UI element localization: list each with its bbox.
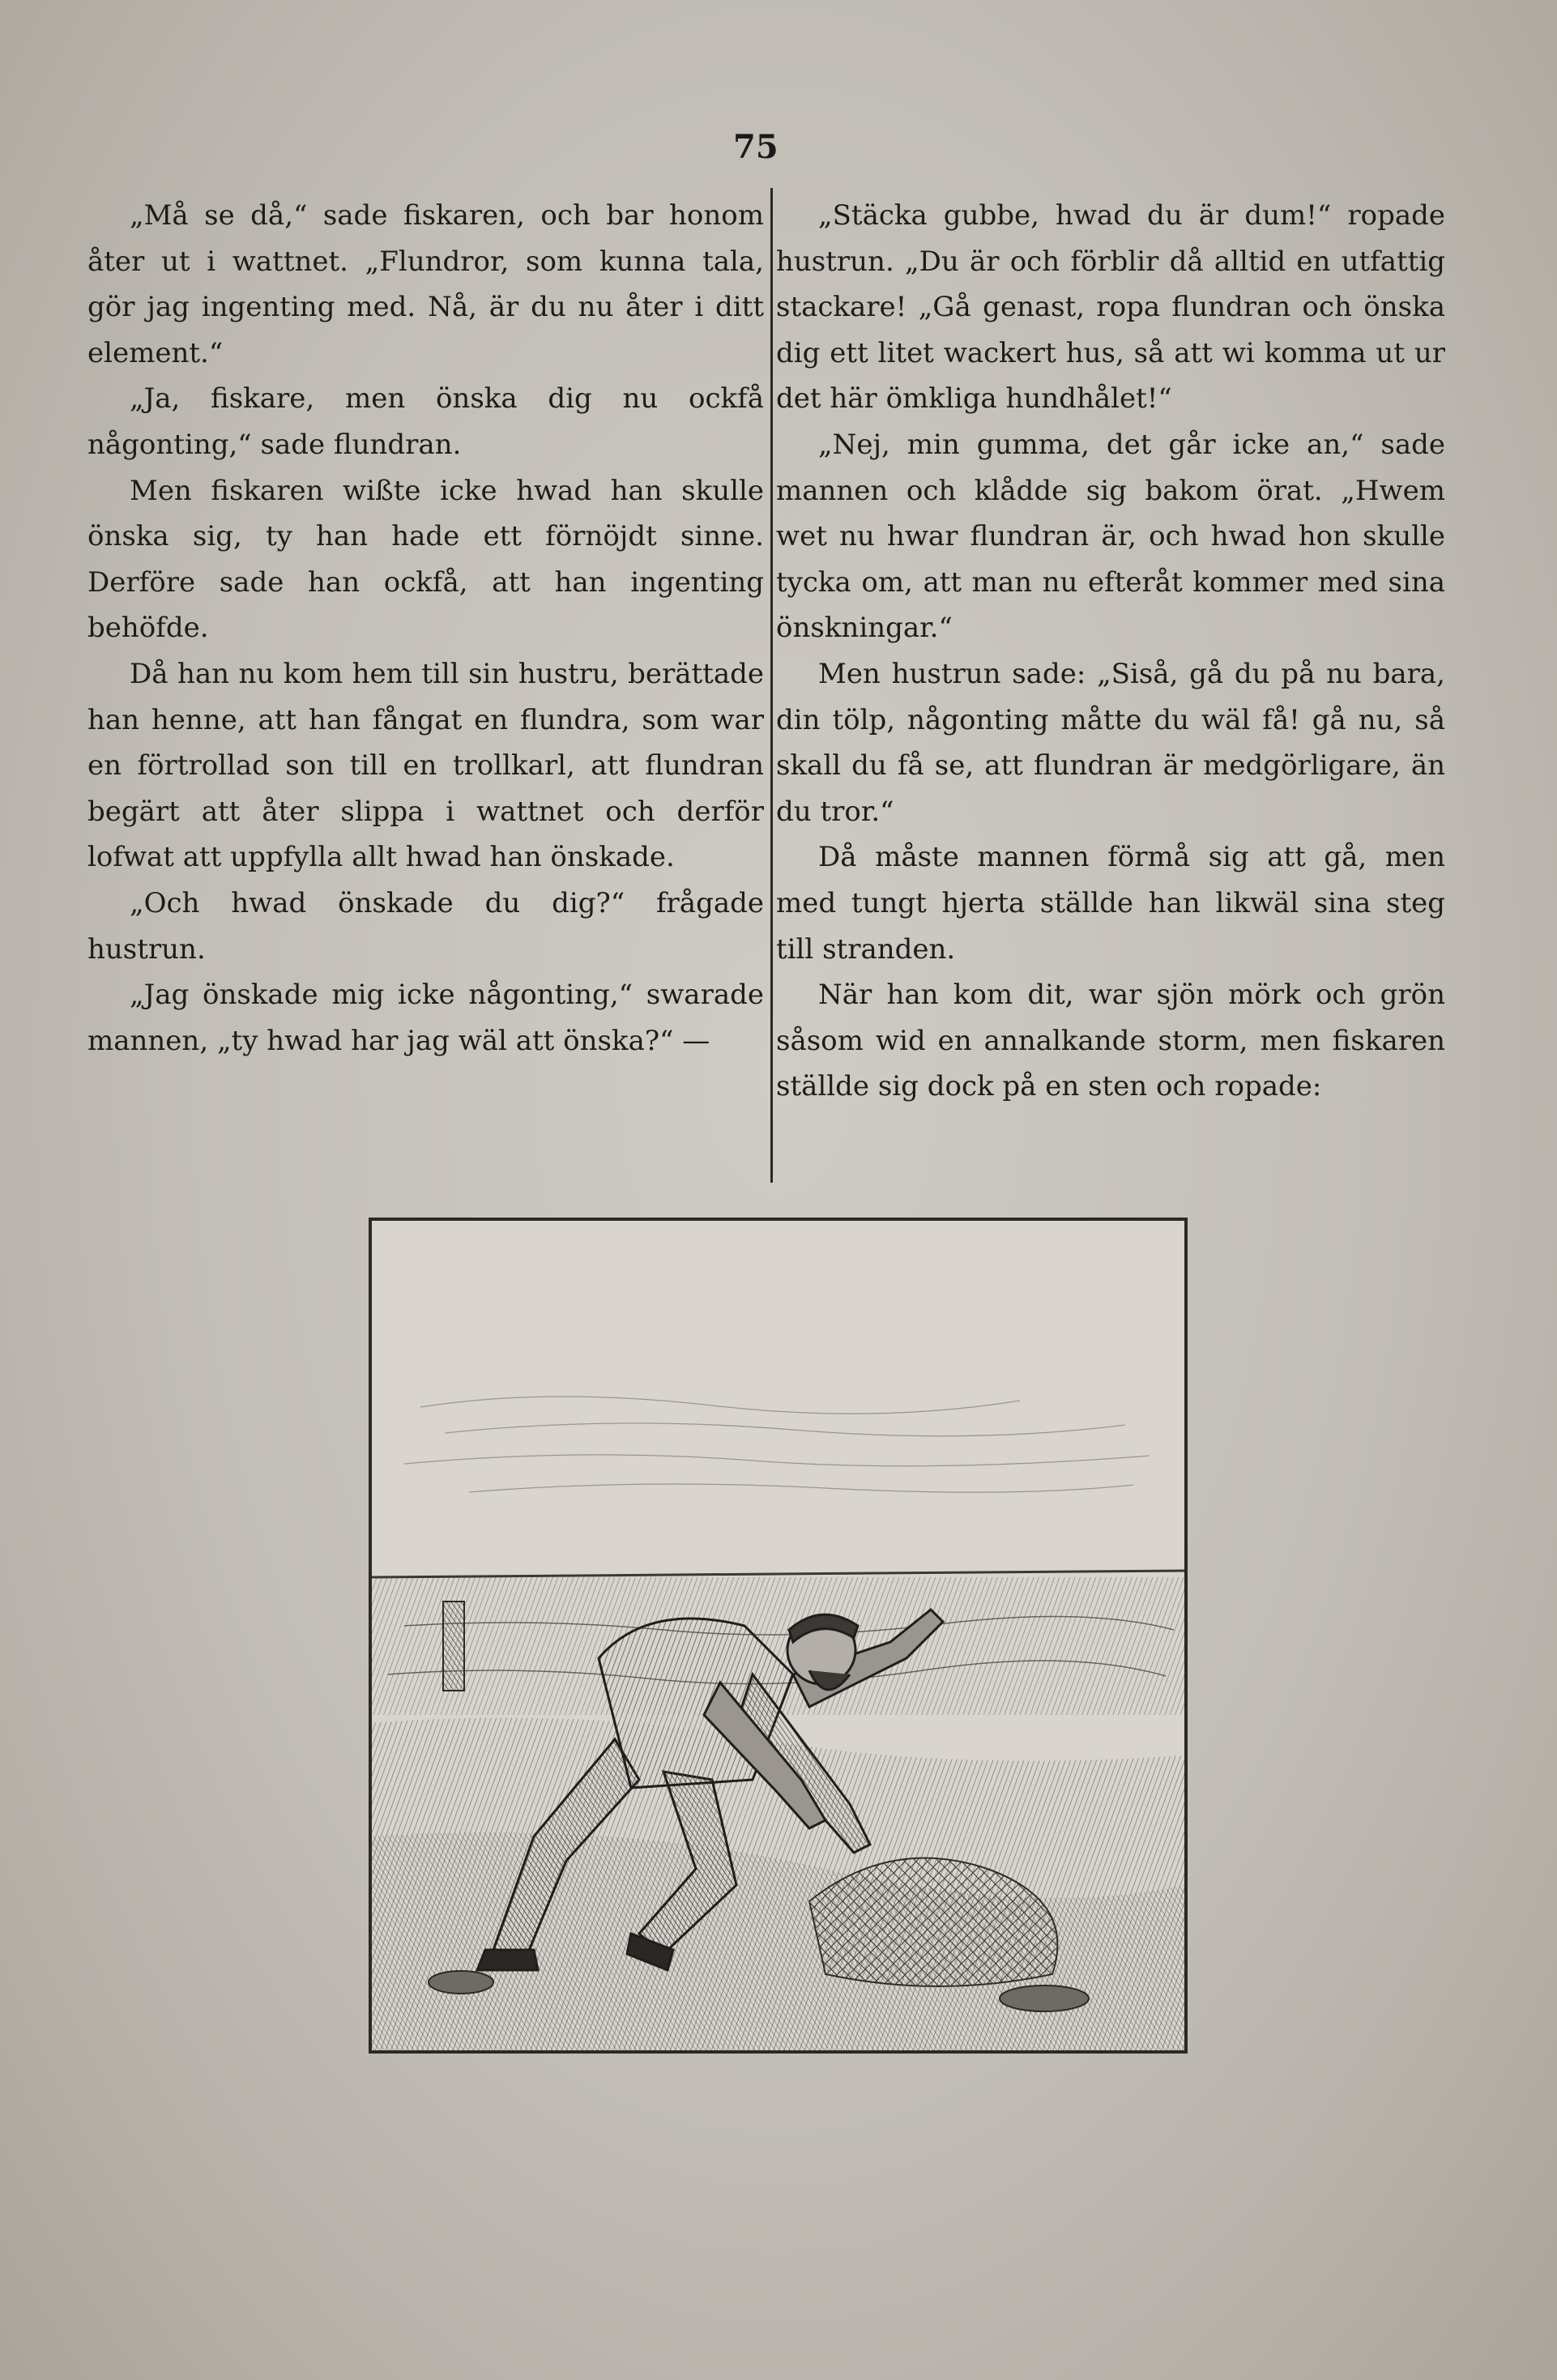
paragraph: Men fiskaren wißte icke hwad han skulle önska sig, ty han hade ett förnöjdt sinne. Derföre sade han ockfå, att han ingenting behöfde. bbox=[87, 474, 764, 645]
paragraph: När han kom dit, war sjön mörk och grön såsom wid en annalkande storm, men fiskaren ställde sig dock på en sten och ropade: bbox=[776, 979, 1445, 1103]
right-column bbox=[776, 193, 1445, 1110]
page-number: 75 bbox=[733, 128, 778, 166]
paragraph: „Jag önskade mig icke någonting,“ swarade mannen, „ty hwad har jag wäl att önska?“ — bbox=[87, 979, 764, 1057]
paragraph: „Nej, min gumma, det går icke an,“ sade mannen och klådde sig bakom örat. „Hwem wet nu hwar flundran är, och hwad hon skulle tycka om, att man nu efteråt kommer med sina önskningar.“ bbox=[776, 428, 1445, 645]
left-column bbox=[87, 193, 764, 1064]
column-divider bbox=[770, 188, 773, 1183]
fisherman-illustration bbox=[369, 1218, 1188, 2054]
show-through-text bbox=[1191, 1264, 1531, 2155]
paragraph: Då han nu kom hem till sin hustru, berättade han henne, att han fångat en flundra, som war en förtrollad son till en trollkarl, att flundran begärt att åter slippa i wattnet och derför lofwat att uppfylla allt hwad han önskade. bbox=[87, 657, 764, 874]
paragraph: „Och hwad önskade du dig?“ frågade hustrun. bbox=[87, 886, 764, 966]
paragraph: „Må se då,“ sade fiskaren, och bar honom åter ut i wattnet. „Flundror, som kunna tala, gör jag ingenting med. Nå, är du nu åter i ditt element.“ bbox=[87, 199, 764, 369]
paragraph: „Stäcka gubbe, hwad du är dum!“ ropade hustrun. „Du är och förblir då alltid en utfattig stackare! „Gå genast, ropa flundran och önska dig ett litet wackert hus, så att wi komma ut ur det här ömkliga hundhålet!“ bbox=[776, 199, 1445, 416]
paragraph: Men hustrun sade: „Siså, gå du på nu bara, din tölp, någonting måtte du wäl få! gå nu, så skall du få se, att flundran är medgörligare, än du tror.“ bbox=[776, 657, 1445, 828]
engraving-image bbox=[372, 1221, 1184, 2050]
paragraph: „Ja, fiskare, men önska dig nu ockfå någonting,“ sade flundran. bbox=[87, 382, 764, 461]
paragraph: Då måste mannen förmå sig att gå, men med tungt hjerta ställde han likwäl sina steg till stranden. bbox=[776, 841, 1445, 966]
